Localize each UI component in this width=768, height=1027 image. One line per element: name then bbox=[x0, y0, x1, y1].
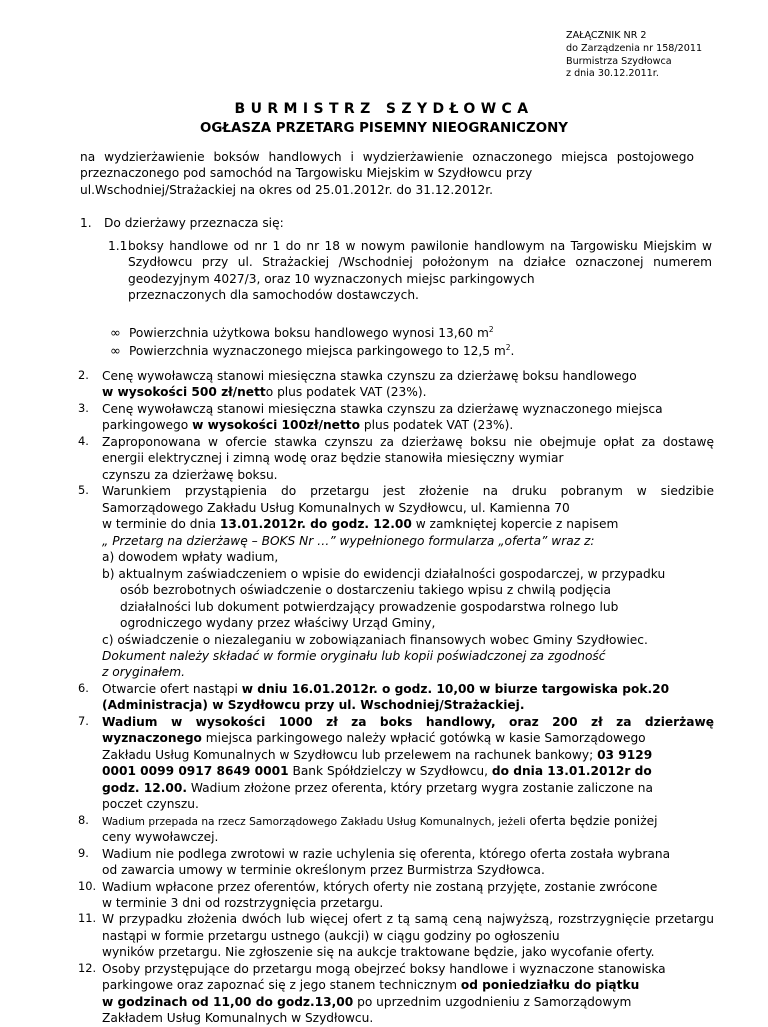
intro-line: przeznaczonego pod samochód na Targowisku Miejskim w Szydłowcu przy bbox=[80, 166, 533, 181]
section-number: 1. bbox=[80, 216, 92, 230]
intro-paragraph bbox=[80, 149, 694, 198]
annex-line: Burmistrza Szydłowca bbox=[566, 55, 672, 67]
bullet-item: ∞ Powierzchnia wyznaczonego miejsca parkingowego to 12,5 $m^2$. bbox=[110, 342, 515, 359]
annex-header bbox=[566, 30, 702, 81]
subsection-line: numerem geodezyjnym 4027/3, oraz 10 wyznaczonych miejsc parkingowych bbox=[128, 255, 712, 286]
numbered-list bbox=[78, 368, 714, 1027]
list-item-8: 8. Wadium przepada na rzecz Samorządowego Zakładu Usług Komunalnych, jeżeli oferta będzie poniżej ceny wywoławczej. bbox=[78, 812, 658, 845]
list-item-7: 7. Wadium w wysokości 1000 zł za boks handlowy, oraz 200 zł za dzierżawę wyznaczonego miejsca parkingowego należy wpłacić gotówką w kasie Samorządowego Zakładu Usług Komunalnych w Szydłowcu lub przelewem na rachunek bankowy; 03 9129 0001 0099 0917 8649 0001 Bank Spółdzielczy w Szydłowcu, do dnia 13.01.2012r do godz. 12.00. Wadium złożone przez oferenta, który przetarg wygra zostanie zaliczone na poczet czynszu. bbox=[78, 713, 714, 812]
bullet-list bbox=[110, 325, 514, 360]
list-item-5: 5. Warunkiem przystąpienia do przetargu jest złożenie na druku pobranym w siedzibie Samorządowego Zakładu Usług Komunalnych w Szydłowcu, ul. Kamienna 70 w terminie do dnia 13.01.2012r. do godz. 12.00 w zamkniętej kopercie z napisem „ Przetarg na dzierżawę – BOKS Nr …” wypełnionego formularza „oferta” wraz z: a) dowodem wpłaty wadium, b) aktualnym zaświadczeniem o wpisie do ewidencji działalności gospodarczej, w przypadku osób bezrobotnych oświadczenie o dostarczeniu takiego wpisu z chwilą podjęcia działalności lub dokument potwierdzający prowadzenie gospodarstwa rolnego lub ogrodniczego wydany przez właściwy Urząd Gminy, c) oświadczenie o niezaleganiu w zobowiązaniach finansowych wobec Gminy Szydłowiec. Dokument należy składać w formie oryginału lub kopii poświadczonej za zgodność z oryginałem. bbox=[78, 483, 714, 680]
list-item-9: 9. Wadium nie podlega zwrotowi w razie uchylenia się oferenta, którego oferta została wybrana od zawarcia umowy w terminie określonym przez Burmistrza Szydłowca. bbox=[78, 845, 671, 878]
list-item-4: 4. Zaproponowana w ofercie stawka czynszu za dzierżawę boksu nie obejmuje opłat za dostawę energii elektrycznej i zimną wodę oraz będzie stanowiła miesięczny wymiar czynszu za dzierżawę boksu. bbox=[78, 433, 715, 482]
list-item-2: 2. Cenę wywoławczą stanowi miesięczna stawka czynszu za dzierżawę boksu handlowego w wysokości 500 zł/netto plus podatek VAT (23%). bbox=[78, 368, 637, 400]
annex-line: z dnia 30.12.2011r. bbox=[566, 68, 659, 80]
intro-line: ul.Wschodniej/Strażackiej na okres od 25.01.2012r. do 31.12.2012r. bbox=[80, 182, 494, 197]
list-item-10: 10. Wadium wpłacone przez oferentów, których oferty nie zostaną przyjęte, zostanie zwrócone w terminie 3 dni od rozstrzygnięcia przetargu. bbox=[78, 878, 658, 910]
bullet-icon: ∞ bbox=[110, 326, 121, 341]
subsection-number: 1.1 bbox=[108, 239, 128, 253]
bullet-icon: ∞ bbox=[110, 343, 121, 359]
document-title: BURMISTRZ SZYDŁOWCA bbox=[234, 101, 534, 117]
bullet-item: ∞ Powierzchnia użytkowa boksu handlowego wynosi 13,60 $m^2$ bbox=[110, 325, 494, 341]
intro-line: na wydzierżawienie boksów handlowych i wydzierżawienie oznaczonego miejsca postojowego bbox=[80, 150, 694, 164]
annex-line: ZAŁĄCZNIK NR 2 bbox=[566, 30, 647, 41]
list-item-11: 11. W przypadku złożenia dwóch lub więcej ofert z tą samą ceną najwyższą, rozstrzygnięcie przetargu nastąpi w formie przetargu ustnego (aukcji) w ciągu godziny po ogłoszeniu wyników przetargu. Nie zgłoszenie się na aukcje traktowane będzie, jako wycofanie oferty. bbox=[78, 911, 715, 960]
subsection-line: boksy handlowe od nr 1 do nr 18 w nowym pawilonie handlowym na Targowisku bbox=[128, 239, 638, 253]
subsection-1-1 bbox=[108, 238, 713, 304]
subsection-line: Miejskim w Szydłowcu przy ul. Strażackiej /Wschodniej położonym na działce oznaczonej bbox=[128, 239, 713, 270]
list-item-12: 12. Osoby przystępujące do przetargu mogą obejrzeć boksy handlowe i wyznaczone stanowiska parkingowe oraz zapoznać się z jego stanem technicznym od poniedziałku do piątku w godzinach od 11,00 do godz.13,00 po uprzednim uzgodnieniu z Samorządowym Zakładem Usług Komunalnych w Szydłowcu. bbox=[78, 960, 666, 1026]
section-text: Do dzierżawy przeznacza się: bbox=[104, 216, 284, 230]
document-subtitle: OGŁASZA PRZETARG PISEMNY NIEOGRANICZONY bbox=[200, 121, 568, 136]
list-item-6: 6. Otwarcie ofert nastąpi w dniu 16.01.2012r. o godz. 10,00 w biurze targowiska pok.20 (Administracja) w Szydłowcu przy ul. Wschodniej/Strażackiej. bbox=[78, 680, 670, 713]
annex-line: do Zarządzenia nr 158/2011 bbox=[566, 42, 703, 54]
section-1 bbox=[80, 215, 284, 231]
list-item-3: 3. Cenę wywoławczą stanowi miesięczna stawka czynszu za dzierżawę wyznaczonego miejsca parkingowego w wysokości 100zł/netto plus podatek VAT (23%). bbox=[78, 400, 663, 433]
subsection-line: przeznaczonych dla samochodów dostawczych. bbox=[128, 288, 419, 303]
